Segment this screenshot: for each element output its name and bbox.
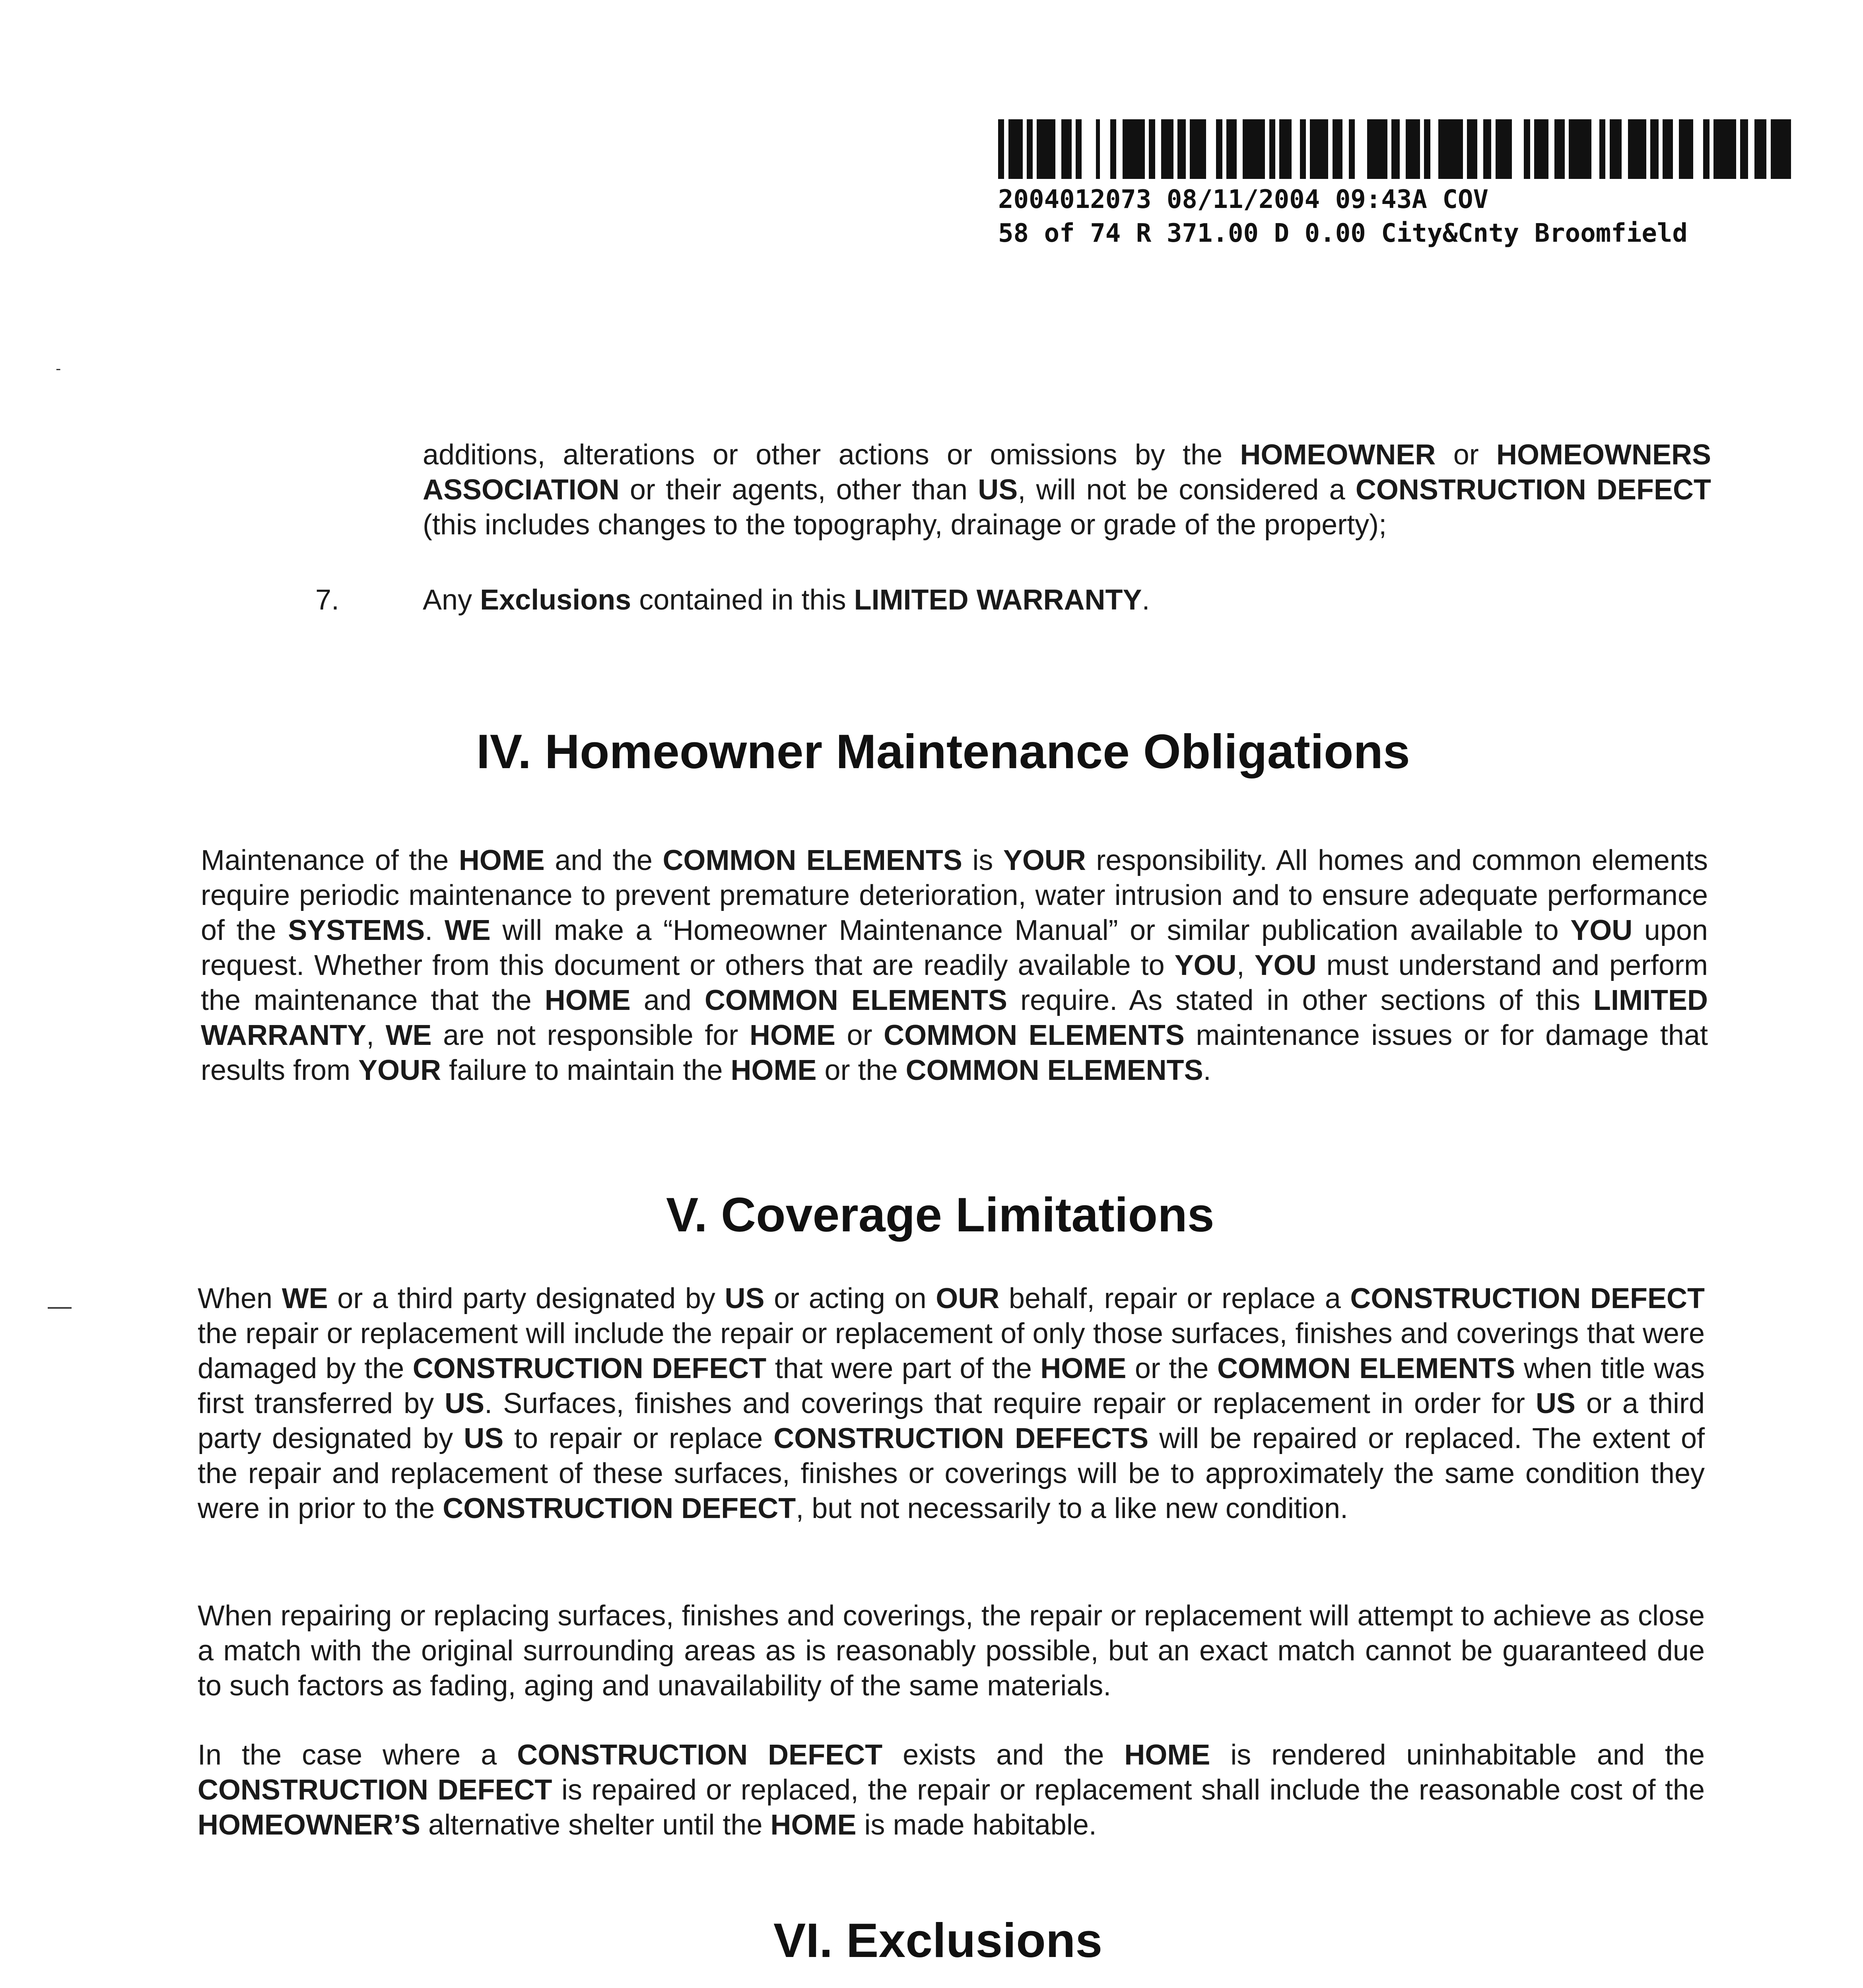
- barcode-gap: [1237, 119, 1243, 179]
- text-run: is repaired or replaced, the repair or replacement shall include the reasonable cost of the: [552, 1774, 1705, 1806]
- text-run: are not responsible for: [431, 1019, 750, 1051]
- barcode-gap: [1548, 119, 1554, 179]
- text-run-bold: HOME: [730, 1054, 817, 1086]
- barcode-bar: [1391, 119, 1400, 179]
- barcode-bar: [1483, 119, 1492, 179]
- barcode-gap: [1736, 119, 1740, 179]
- barcode-gap: [1055, 119, 1061, 179]
- text-run: . Surfaces, finishes and coverings that require repair or replacement in order for: [484, 1388, 1536, 1419]
- text-run: additions, alterations or other actions or omissions by the: [423, 439, 1240, 471]
- text-run-bold: LIMITED WARRANTY: [201, 984, 1708, 1051]
- barcode-bar: [1663, 119, 1673, 179]
- barcode-gap: [1463, 119, 1467, 179]
- barcode-gap: [1072, 119, 1076, 179]
- text-run: or their agents, other than: [619, 474, 978, 506]
- scan-mark: —: [48, 1293, 72, 1319]
- text-run: upon request. Whether from this document or others that are readily available to: [201, 914, 1708, 981]
- text-run-bold: US: [445, 1388, 485, 1419]
- barcode-bar: [1534, 119, 1548, 179]
- text-run: .: [1142, 584, 1150, 616]
- text-run-bold: HOME: [544, 984, 631, 1016]
- barcode-gap: [1023, 119, 1027, 179]
- barcode-bar: [1300, 119, 1306, 179]
- barcode-bar: [1096, 119, 1100, 179]
- barcode-bar: [1496, 119, 1512, 179]
- text-run: is: [962, 845, 1003, 876]
- text-run: require. As stated in other sections of this: [1007, 984, 1594, 1016]
- text-run: or the: [816, 1054, 906, 1086]
- barcode-gap: [1710, 119, 1713, 179]
- barcode-bar: [1599, 119, 1605, 179]
- barcode-gap: [1766, 119, 1770, 179]
- barcode-gap: [1646, 119, 1650, 179]
- barcode-bar: [1123, 119, 1145, 179]
- barcode-gap: [1186, 119, 1190, 179]
- barcode-gap: [1145, 119, 1149, 179]
- barcode-bar: [1310, 119, 1328, 179]
- text-run-bold: HOMEOWNER: [1240, 439, 1436, 471]
- barcode-gap: [1673, 119, 1679, 179]
- barcode-bar: [1740, 119, 1748, 179]
- scan-mark: -: [56, 360, 61, 377]
- barcode-bar: [1703, 119, 1709, 179]
- barcode-bar: [1628, 119, 1646, 179]
- text-run-bold: HOME: [1124, 1739, 1210, 1771]
- barcode-bar: [1333, 119, 1343, 179]
- text-run: or: [835, 1019, 884, 1051]
- barcode-gap: [1565, 119, 1569, 179]
- text-run-bold: US: [978, 474, 1018, 506]
- barcode-gap: [1004, 119, 1008, 179]
- text-run: , will not be considered a: [1018, 474, 1356, 506]
- text-run-bold: COMMON ELEMENTS: [662, 845, 962, 876]
- text-run: In the case where a: [198, 1739, 517, 1771]
- text-run: will make a “Homeowner Maintenance Manual” or similar publication available to: [490, 914, 1571, 946]
- barcode-gap: [1420, 119, 1424, 179]
- text-run: behalf, repair or replace a: [999, 1283, 1350, 1314]
- barcode-gap: [1748, 119, 1754, 179]
- text-run: the repair or replacement will include the repair or replacement of only those surfaces, finishes and coverings that were damaged by the: [198, 1318, 1705, 1384]
- barcode-gap: [1605, 119, 1609, 179]
- text-run-bold: US: [1535, 1388, 1575, 1419]
- barcode-bar: [1149, 119, 1155, 179]
- text-run: When repairing or replacing surfaces, finishes and coverings, the repair or replacement will attempt to achieve as close a match with the original surrounding areas as is reasonably possible, but an exact match cannot be guaranteed due to such factors as fading, aging and unavailability of the same materials.: [198, 1600, 1705, 1702]
- text-run-bold: YOUR: [1003, 845, 1086, 876]
- barcode-gap: [1430, 119, 1439, 179]
- text-run: is made habitable.: [856, 1809, 1097, 1841]
- barcode-bar: [1190, 119, 1206, 179]
- barcode-bar: [1279, 119, 1292, 179]
- text-run-bold: Exclusions: [480, 584, 631, 616]
- text-run-bold: HOME: [749, 1019, 835, 1051]
- section-4-heading: IV. Homeowner Maintenance Obligations: [476, 724, 1410, 779]
- barcode-bar: [1061, 119, 1072, 179]
- text-run-bold: HOMEOWNERS ASSOCIATION: [423, 439, 1711, 506]
- text-run-bold: YOUR: [358, 1054, 441, 1086]
- text-run-bold: HOME: [1040, 1353, 1127, 1384]
- barcode-gap: [1206, 119, 1216, 179]
- text-run: exists and the: [882, 1739, 1125, 1771]
- text-run: (this includes changes to the topography, drainage or grade of the property);: [423, 509, 1387, 541]
- recording-barcode: [998, 119, 1797, 179]
- recording-line-2: 58 of 74 R 371.00 D 0.00 City&Cnty Broomfield: [998, 219, 1688, 248]
- barcode-gap: [1355, 119, 1367, 179]
- barcode-bar: [1524, 119, 1530, 179]
- barcode-gap: [1033, 119, 1037, 179]
- barcode-bar: [1554, 119, 1565, 179]
- text-run-bold: COMMON ELEMENTS: [884, 1019, 1185, 1051]
- text-run: Any: [423, 584, 480, 616]
- section-5-heading: V. Coverage Limitations: [666, 1188, 1214, 1242]
- barcode-gap: [1530, 119, 1534, 179]
- text-run: when title was first transferred by: [198, 1353, 1705, 1419]
- barcode-gap: [1155, 119, 1161, 179]
- barcode-gap: [1693, 119, 1704, 179]
- text-run: and: [630, 984, 705, 1016]
- text-run: or acting on: [764, 1283, 936, 1314]
- barcode-gap: [1306, 119, 1310, 179]
- text-run: must understand and perform the maintenance that the: [201, 949, 1708, 1016]
- barcode-bar: [1110, 119, 1116, 179]
- barcode-bar: [1569, 119, 1591, 179]
- barcode-bar: [998, 119, 1004, 179]
- barcode-bar: [1679, 119, 1693, 179]
- barcode-bar: [1406, 119, 1420, 179]
- barcode-gap: [1387, 119, 1391, 179]
- barcode-gap: [1491, 119, 1495, 179]
- text-run: is rendered uninhabitable and the: [1210, 1739, 1705, 1771]
- text-run-bold: CONSTRUCTION DEFECT: [517, 1739, 883, 1771]
- text-run-bold: CONSTRUCTION DEFECT: [443, 1493, 796, 1524]
- item-7-text: [423, 582, 1711, 617]
- text-run-bold: SYSTEMS: [288, 914, 425, 946]
- text-run: or a third party designated by: [328, 1283, 725, 1314]
- text-run: contained in this: [631, 584, 854, 616]
- barcode-bar: [1076, 119, 1082, 179]
- text-run: .: [425, 914, 445, 946]
- text-run-bold: OUR: [936, 1283, 1000, 1314]
- text-run-bold: YOU: [1570, 914, 1633, 946]
- barcode-bar: [1226, 119, 1237, 179]
- text-run: that were part of the: [766, 1353, 1041, 1384]
- text-run-bold: COMMON ELEMENTS: [1217, 1353, 1515, 1384]
- text-run-bold: LIMITED WARRANTY: [854, 584, 1142, 616]
- text-run-bold: COMMON ELEMENTS: [704, 984, 1007, 1016]
- barcode-bar: [1650, 119, 1659, 179]
- barcode-gap: [1082, 119, 1096, 179]
- barcode-bar: [1754, 119, 1767, 179]
- text-run: will be repaired or replaced. The extent of the repair and replacement of these surfaces, finishes or coverings will be to approximately the same condition they were in prior to the: [198, 1423, 1705, 1524]
- barcode-bar: [1008, 119, 1023, 179]
- barcode-bar: [1269, 119, 1275, 179]
- text-run: maintenance issues or for damage that results from: [201, 1019, 1708, 1086]
- text-run-bold: WE: [444, 914, 491, 946]
- item-number: 7.: [315, 584, 340, 616]
- text-run: failure to maintain the: [441, 1054, 731, 1086]
- barcode-bar: [1713, 119, 1736, 179]
- barcode-gap: [1791, 119, 1797, 179]
- text-run: Maintenance of the: [201, 845, 459, 876]
- barcode-bar: [1243, 119, 1265, 179]
- text-run: and the: [544, 845, 663, 876]
- barcode-bar: [1177, 119, 1186, 179]
- barcode-gap: [1512, 119, 1524, 179]
- barcode-gap: [1622, 119, 1628, 179]
- barcode-gap: [1222, 119, 1226, 179]
- text-run-bold: COMMON ELEMENTS: [905, 1054, 1203, 1086]
- barcode-gap: [1100, 119, 1110, 179]
- text-run-bold: CONSTRUCTION DEFECT: [1350, 1283, 1705, 1314]
- text-run-bold: HOME: [770, 1809, 857, 1841]
- section-5-paragraph-1: [198, 1281, 1705, 1526]
- text-run-bold: WE: [385, 1019, 432, 1051]
- text-run-bold: YOU: [1174, 949, 1237, 981]
- text-run: ,: [1236, 949, 1255, 981]
- barcode-bar: [1037, 119, 1055, 179]
- continuation-paragraph: [423, 437, 1711, 542]
- text-run-bold: CONSTRUCTION DEFECT: [412, 1353, 767, 1384]
- barcode-bar: [1438, 119, 1463, 179]
- text-run: or a third party designated by: [198, 1388, 1705, 1454]
- barcode-bar: [1771, 119, 1791, 179]
- text-run: .: [1203, 1054, 1211, 1086]
- barcode-gap: [1328, 119, 1332, 179]
- text-run: ,: [366, 1019, 386, 1051]
- text-run: , but not necessarily to a like new condition.: [796, 1493, 1348, 1524]
- barcode-gap: [1400, 119, 1406, 179]
- text-run-bold: US: [725, 1283, 765, 1314]
- barcode-bar: [1027, 119, 1033, 179]
- barcode-bar: [1216, 119, 1222, 179]
- barcode-gap: [1275, 119, 1279, 179]
- recording-line-1: 2004012073 08/11/2004 09:43A COV: [998, 185, 1488, 214]
- text-run: responsibility. All homes and common elements require periodic maintenance to prevent premature deterioration, water intrusion and to ensure adequate performance of the: [201, 845, 1708, 946]
- section-5-paragraph-3: [198, 1738, 1705, 1842]
- text-run: When: [198, 1283, 282, 1314]
- barcode-gap: [1342, 119, 1348, 179]
- barcode-gap: [1265, 119, 1269, 179]
- text-run-bold: WE: [282, 1283, 328, 1314]
- barcode-bar: [1349, 119, 1355, 179]
- text-run-bold: CONSTRUCTION DEFECT: [1355, 474, 1711, 506]
- text-run: to repair or replace: [503, 1423, 774, 1454]
- section-4-paragraph: [201, 843, 1708, 1088]
- text-run-bold: HOMEOWNER’S: [198, 1809, 421, 1841]
- text-run: or: [1436, 439, 1497, 471]
- barcode-gap: [1591, 119, 1600, 179]
- barcode-bar: [1424, 119, 1430, 179]
- section-5-paragraph-2: [198, 1598, 1705, 1703]
- barcode-gap: [1116, 119, 1122, 179]
- text-run: or the: [1126, 1353, 1217, 1384]
- barcode-gap: [1292, 119, 1300, 179]
- text-run-bold: US: [464, 1423, 504, 1454]
- text-run-bold: CONSTRUCTION DEFECTS: [773, 1423, 1149, 1454]
- barcode-gap: [1173, 119, 1177, 179]
- barcode-bar: [1161, 119, 1173, 179]
- text-run-bold: CONSTRUCTION DEFECT: [198, 1774, 552, 1806]
- barcode-gap: [1477, 119, 1483, 179]
- text-run: alternative shelter until the: [420, 1809, 771, 1841]
- section-6-heading: VI. Exclusions: [773, 1913, 1103, 1967]
- text-run-bold: HOME: [458, 845, 545, 876]
- barcode-bar: [1367, 119, 1387, 179]
- barcode-bar: [1467, 119, 1477, 179]
- barcode-gap: [1659, 119, 1663, 179]
- text-run-bold: YOU: [1254, 949, 1317, 981]
- barcode-bar: [1610, 119, 1622, 179]
